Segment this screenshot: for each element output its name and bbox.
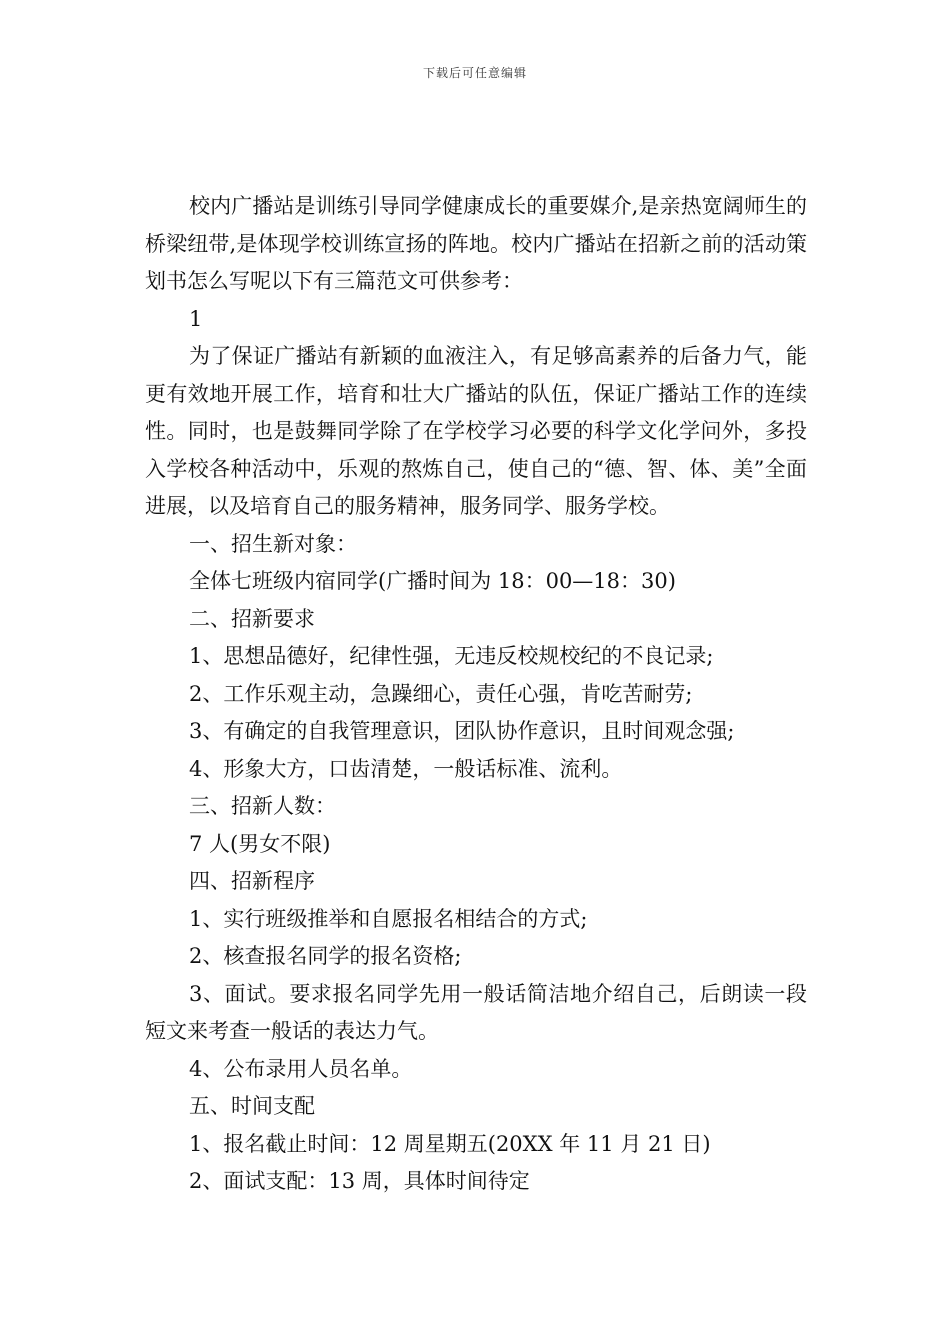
- purpose-paragraph: 为了保证广播站有新颖的血液注入，有足够高素养的后备力气，能更有效地开展工作，培育和壮大广播站的队伍，保证广播站工作的连续性。同时，也是鼓舞同学除了在学校学习必要的科学文化学问外，多投入学校各种活动中，乐观的熬炼自己，使自己的“德、智、体、美”全面进展，以及培育自己的服务精神，服务同学、服务学校。: [145, 344, 807, 518]
- heading-procedure: 四、招新程序: [189, 869, 315, 893]
- requirement-item: 1、思想品德好，纪律性强，无违反校规校纪的不良记录;: [189, 644, 714, 668]
- heading-requirements: 二、招新要求: [189, 606, 315, 631]
- section-number: 1: [189, 306, 203, 331]
- requirement-item: 3、有确定的自我管理意识，团队协作意识，且时间观念强;: [189, 719, 735, 743]
- heading-recruit-target: 一、招生新对象：: [189, 531, 357, 556]
- procedure-item: 1、实行班级推举和自愿报名相结合的方式;: [189, 906, 588, 931]
- procedure-item: 2、核查报名同学的报名资格;: [189, 944, 462, 968]
- schedule-item: 2、面试支配：13 周，具体时间待定: [189, 1169, 530, 1193]
- intro-paragraph: 校内广播站是训练引导同学健康成长的重要媒介,是亲热宽阔师生的桥梁纽带,是体现学校训练宣扬的阵地。校内广播站在招新之前的活动策划书怎么写呢以下有三篇范文可供参考：: [145, 194, 807, 293]
- recruit-target-text: 全体七班级内宿同学(广播时间为 18：00—18：30): [189, 569, 676, 593]
- recruit-count-text: 7 人(男女不限): [189, 831, 331, 856]
- document-body: [145, 188, 807, 1201]
- requirement-item: 4、形象大方，口齿清楚，一般话标准、流利。: [189, 756, 623, 781]
- schedule-item: 1、报名截止时间：12 周星期五(20XX 年 11 月 21 日): [189, 1131, 711, 1156]
- procedure-item: 4、公布录用人员名单。: [189, 1056, 413, 1081]
- heading-recruit-count: 三、招新人数：: [189, 794, 336, 818]
- procedure-item: 3、面试。要求报名同学先用一般话简洁地介绍自己，后朗读一段短文来考查一般话的表达力气。: [145, 981, 807, 1043]
- heading-schedule: 五、时间支配: [189, 1094, 315, 1118]
- requirement-item: 2、工作乐观主动，急躁细心，责任心强，肯吃苦耐劳;: [189, 681, 693, 706]
- page-header: 下载后可任意编辑: [422, 66, 527, 80]
